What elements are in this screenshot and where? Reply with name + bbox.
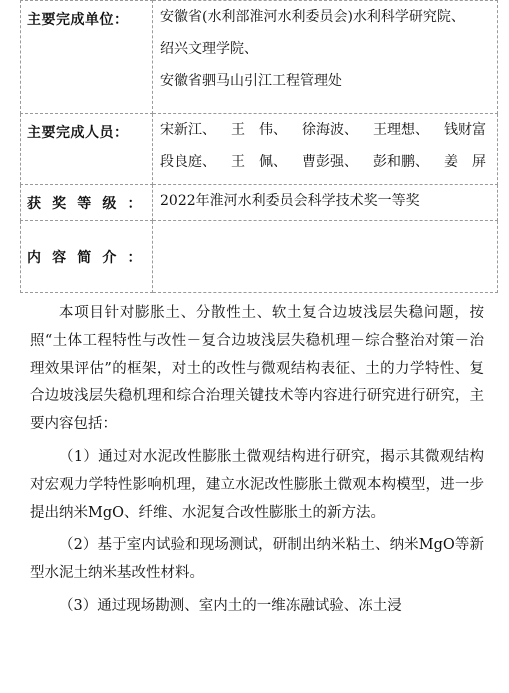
person-name: 彭和鹏、 [373,154,429,170]
people-line-1 [160,117,486,149]
award-label-char: 获 [27,196,42,212]
summary-body [30,300,484,621]
person-name: 钱财富 [444,122,486,138]
summary-paragraph-item-3: （3）通过现场勘测、室内土的一维冻融试验、冻土浸 [59,597,402,614]
summary-label [21,221,153,293]
person-name: 段良庭、 [160,154,216,170]
summary-paragraph-intro: 本项目针对膨胀土、分散性土、软土复合边坡浅层失稳问题，按照“土体工程特性与改性－复合边坡浅层失稳机理－综合整治对策－治理效果评估”的框架，对土的改性与微观结构表征、土的力学特性、复合边坡浅层失稳机理和综合治理关键技术等内容进行研究进行研究，主要内容包括： [30,305,484,433]
person-name: 姜 屏 [444,154,486,170]
summary-label-char: 容 [52,250,67,266]
project-info-table [20,0,498,293]
person-name: 王 佩、 [231,154,287,170]
person-name: 王理想、 [373,122,429,138]
people-label: 主要完成人员： [21,114,153,185]
summary-value [153,221,498,293]
unit-value [153,1,498,114]
summary-paragraph-item-2: （2）基于室内试验和现场测试，研制出纳米粘土、纳米MgO等新型水泥土纳米基改性材料。 [30,537,484,582]
people-row [21,114,498,185]
person-name: 宋新江、 [160,122,216,138]
award-label-char: ： [127,196,142,212]
unit-line-1: 安徽省(水利部淮河水利委员会)水利科学研究院、 [160,9,465,25]
unit-line-3: 安徽省驷马山引江工程管理处 [160,73,342,89]
award-row [21,185,498,221]
unit-row [21,1,498,114]
summary-paragraph-item-1: （1）通过对水泥改性膨胀土微观结构进行研究，揭示其微观结构对宏观力学特性影响机理，建立水泥改性膨胀土微观本构模型，进一步提出纳米MgO、纤维、水泥复合改性膨胀土的新方法。 [30,448,484,521]
award-value [153,185,498,221]
summary-row [21,221,498,293]
summary-label-char: 内 [27,250,42,266]
summary-label-char: 简 [77,250,92,266]
person-name: 王 伟、 [231,122,287,138]
people-line-2 [160,149,486,181]
unit-line-2: 绍兴文理学院、 [160,41,258,57]
award-label-char: 等 [77,196,92,212]
person-name: 曹彭强、 [302,154,358,170]
people-value [153,114,498,185]
summary-label-char: 介 [102,250,117,266]
unit-label: 主要完成单位： [21,1,153,114]
person-name: 徐海波、 [302,122,358,138]
award-value-text: 2022年淮河水利委员会科学技术奖一等奖 [160,193,420,209]
award-label [21,185,153,221]
award-label-char: 奖 [52,196,67,212]
award-label-char: 级 [102,196,117,212]
summary-label-char: ： [127,250,142,266]
